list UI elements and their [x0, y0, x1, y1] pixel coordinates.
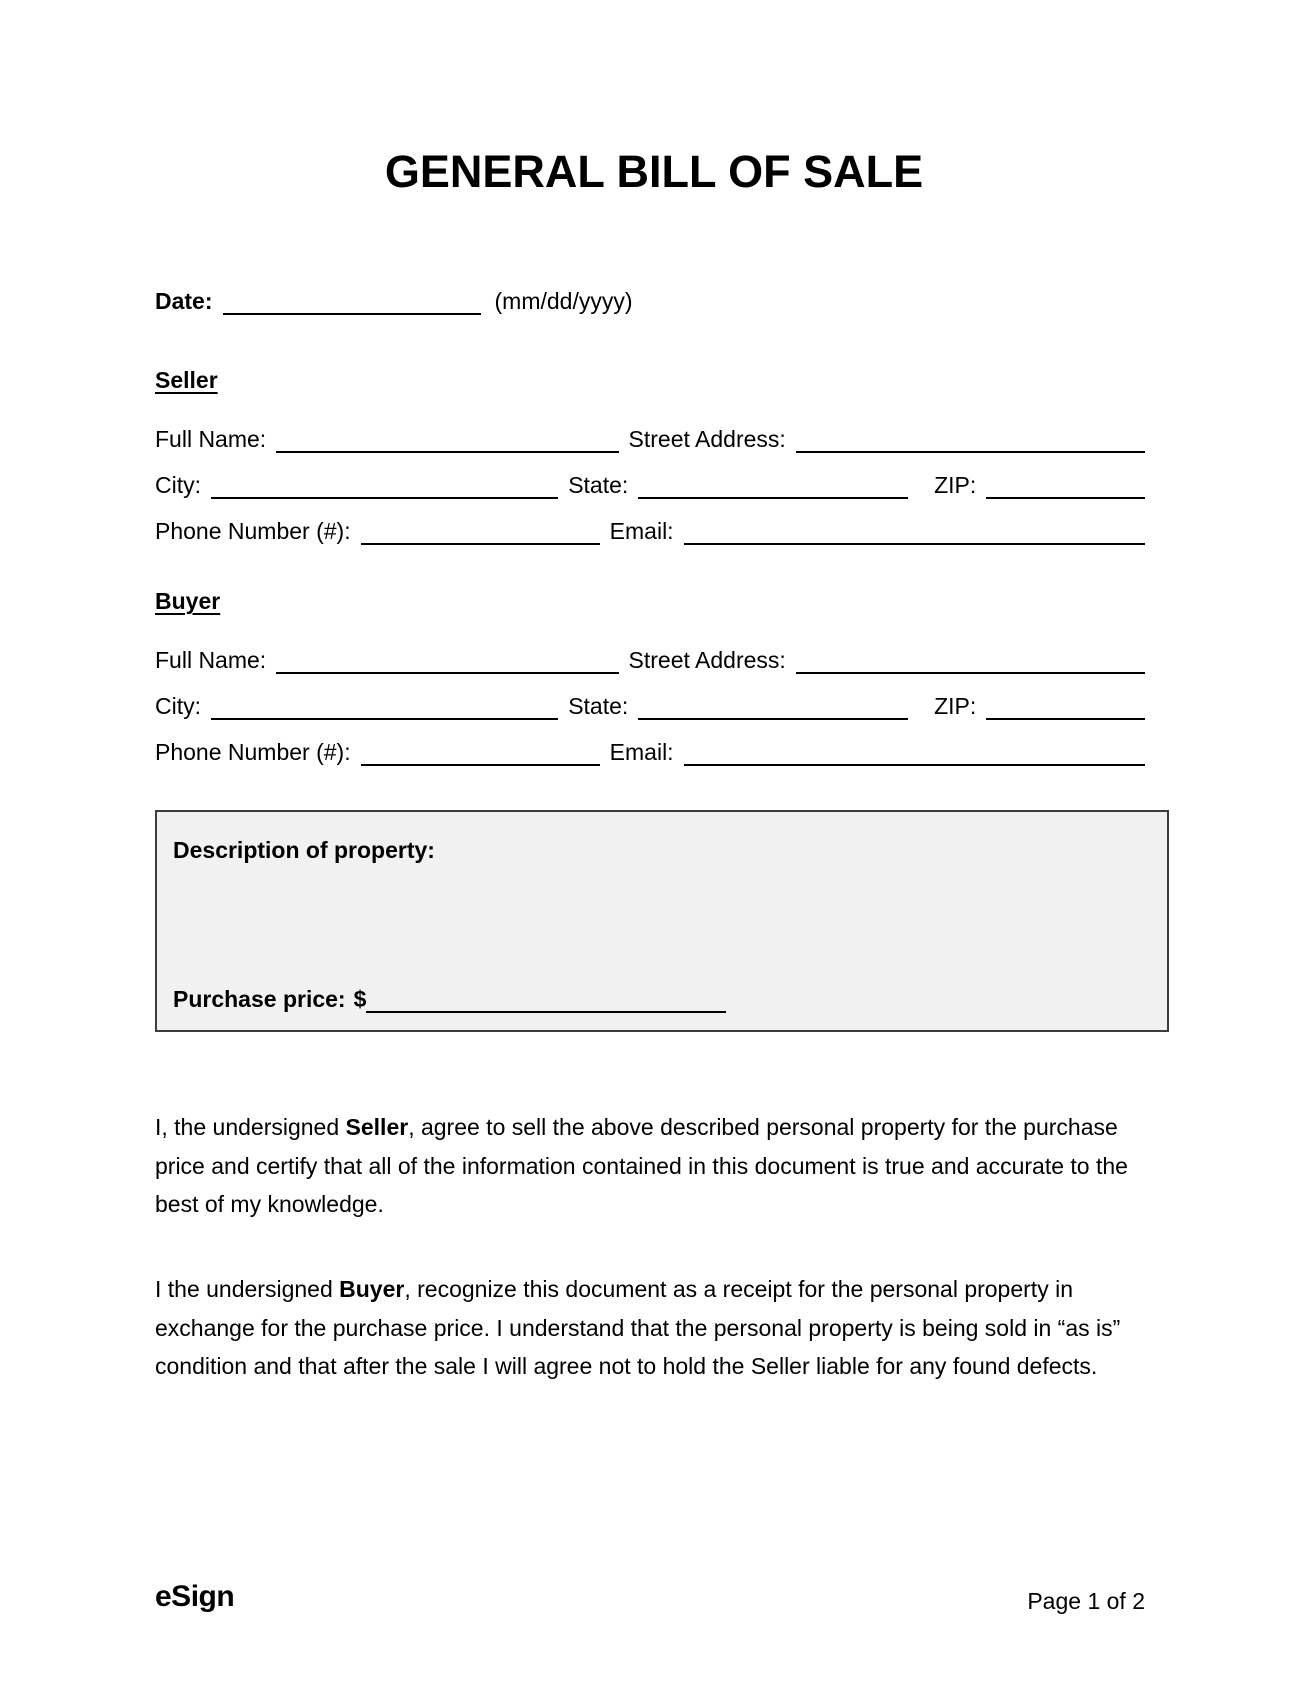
buyer-word-bold: Buyer	[339, 1276, 405, 1302]
seller-state-field[interactable]	[638, 497, 908, 499]
property-description-box	[155, 810, 1169, 1032]
buyer-paragraph-line1-pre: I the undersigned	[155, 1276, 340, 1302]
seller-phone-field[interactable]	[361, 543, 600, 545]
date-format-hint: (mm/dd/yyyy)	[494, 288, 633, 315]
seller-paragraph-line1-pre: I, the undersigned	[155, 1114, 346, 1140]
buyer-city-field[interactable]	[211, 718, 558, 720]
buyer-heading: Buyer	[155, 588, 221, 614]
date-field[interactable]	[223, 313, 481, 315]
seller-street-address-label: Street Address:	[628, 426, 786, 453]
date-row	[155, 270, 1145, 316]
seller-state-label: State:	[568, 472, 629, 499]
purchase-price-label: Purchase price:	[173, 986, 346, 1013]
seller-word-bold: Seller	[345, 1114, 409, 1140]
page-footer	[155, 1580, 1145, 1615]
buyer-fields	[155, 629, 1145, 767]
currency-symbol: $	[353, 986, 367, 1013]
seller-full-name-field[interactable]	[276, 451, 618, 453]
buyer-row-phone-email	[155, 721, 1145, 767]
seller-zip-field[interactable]	[986, 497, 1145, 499]
seller-phone-label: Phone Number (#):	[155, 518, 351, 545]
seller-street-address-field[interactable]	[796, 451, 1145, 453]
buyer-street-address-field[interactable]	[796, 672, 1145, 674]
buyer-paragraph-line-2: exchange for the purchase price. I understand that the personal property is being sold in “as is”	[155, 1314, 1121, 1341]
page-number-indicator: Page 1 of 2	[1027, 1588, 1145, 1614]
esign-logo: eSign	[155, 1580, 235, 1613]
buyer-row-city-state-zip	[155, 675, 1145, 721]
property-description-area[interactable]	[173, 864, 1151, 984]
buyer-phone-label: Phone Number (#):	[155, 739, 351, 766]
seller-zip-label: ZIP:	[934, 472, 977, 499]
seller-heading: Seller	[155, 367, 218, 393]
seller-full-name-label: Full Name:	[155, 426, 267, 453]
buyer-section	[155, 587, 1145, 767]
purchase-price-field[interactable]	[366, 1011, 726, 1013]
buyer-paragraph-line-1	[155, 1270, 1145, 1309]
seller-paragraph-line-3: best of my knowledge.	[155, 1191, 384, 1217]
buyer-state-field[interactable]	[638, 718, 908, 720]
buyer-full-name-label: Full Name:	[155, 647, 267, 674]
seller-section	[155, 366, 1145, 546]
seller-city-field[interactable]	[211, 497, 558, 499]
buyer-email-label: Email:	[609, 739, 674, 766]
description-of-property-label: Description of property:	[173, 837, 435, 863]
date-label: Date:	[155, 288, 213, 315]
buyer-state-label: State:	[568, 693, 629, 720]
seller-paragraph-line-1	[155, 1108, 1145, 1147]
seller-email-label: Email:	[609, 518, 674, 545]
seller-email-field[interactable]	[684, 543, 1145, 545]
seller-row-city-state-zip	[155, 454, 1145, 500]
buyer-zip-label: ZIP:	[934, 693, 977, 720]
seller-attestation-paragraph	[155, 1108, 1145, 1224]
purchase-price-row	[173, 984, 1151, 1014]
seller-row-phone-email	[155, 500, 1145, 546]
seller-city-label: City:	[155, 472, 201, 499]
buyer-email-field[interactable]	[684, 764, 1145, 766]
seller-row-name-address	[155, 408, 1145, 454]
buyer-zip-field[interactable]	[986, 718, 1145, 720]
document-title: GENERAL BILL OF SALE	[384, 146, 924, 197]
buyer-paragraph-line1-post: , recognize this document as a receipt for the personal property in	[404, 1276, 1073, 1302]
buyer-row-name-address	[155, 629, 1145, 675]
seller-fields	[155, 408, 1145, 546]
buyer-full-name-field[interactable]	[276, 672, 618, 674]
buyer-city-label: City:	[155, 693, 201, 720]
buyer-acknowledgement-paragraph	[155, 1270, 1145, 1386]
buyer-street-address-label: Street Address:	[628, 647, 786, 674]
buyer-paragraph-line-3: condition and that after the sale I will agree not to hold the Seller liable for any found defects.	[155, 1353, 1098, 1379]
seller-paragraph-line1-post: , agree to sell the above described personal property for the purchase	[408, 1114, 1118, 1140]
buyer-phone-field[interactable]	[361, 764, 600, 766]
seller-paragraph-line-2: price and certify that all of the information contained in this document is true and accurate to the	[155, 1152, 1128, 1179]
